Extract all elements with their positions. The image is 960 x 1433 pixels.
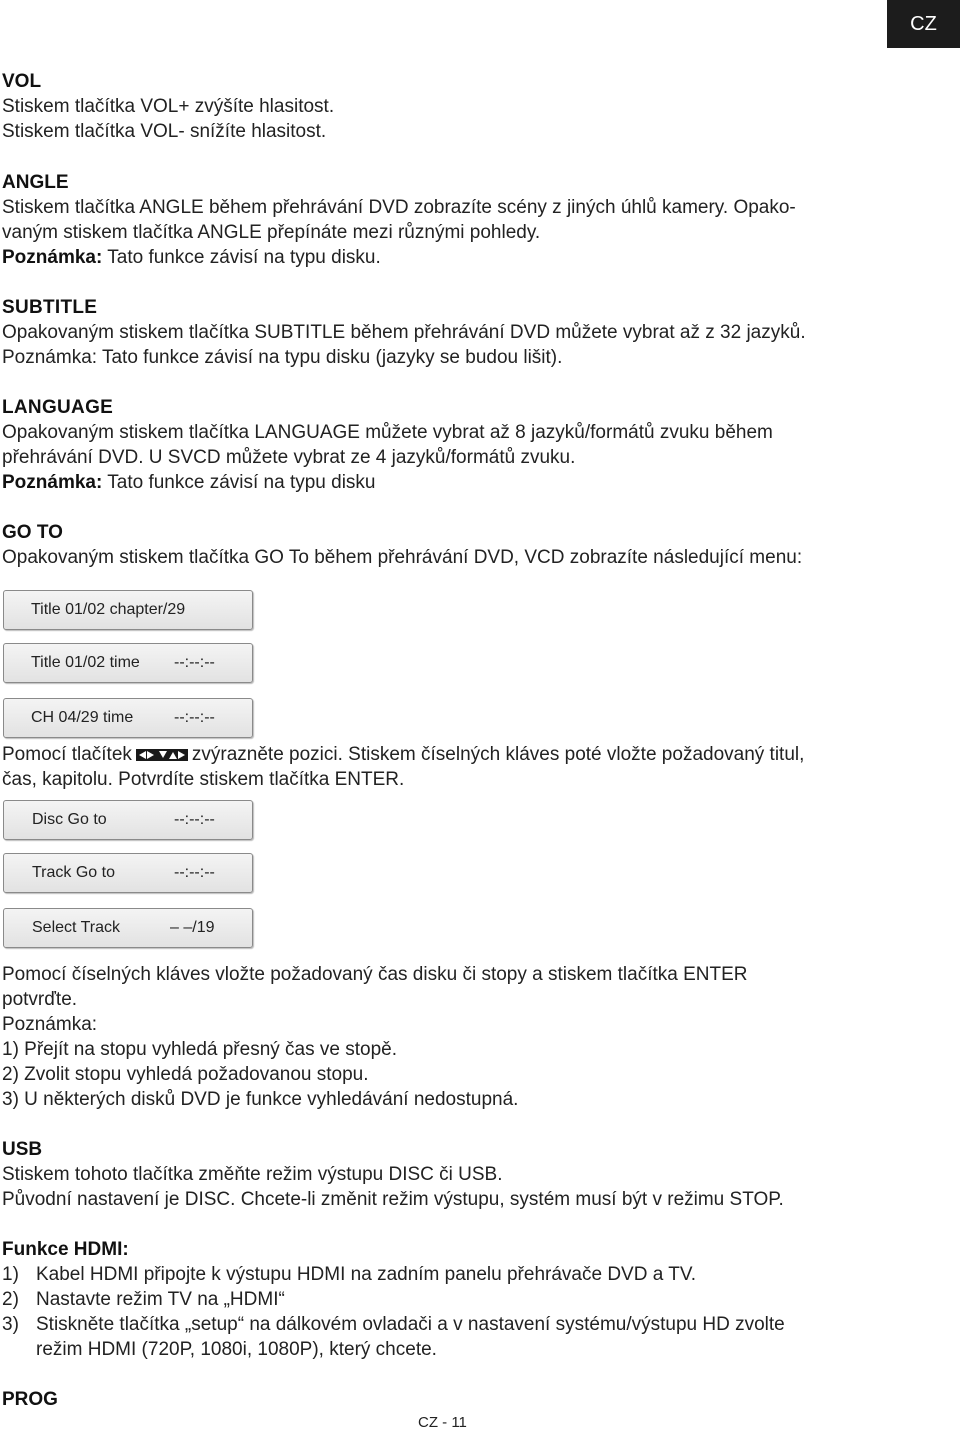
menu-box-title-time (3, 643, 253, 683)
menu-box-label: Track Go to (32, 864, 115, 881)
list-number: 1) (2, 1264, 19, 1285)
menu-box-label: Disc Go to (32, 811, 107, 828)
note-label: Poznámka: (2, 247, 103, 268)
menu-box-value: --:--:-- (174, 709, 215, 726)
paragraph-line: Poznámka: Tato funkce závisí na typu disku (jazyky se budou lišit). (2, 347, 563, 368)
paragraph-line: Stiskem tohoto tlačítka změňte režim výstupu DISC či USB. (2, 1164, 503, 1185)
list-text: režim HDMI (720P, 1080i, 1080P), který chcete. (36, 1339, 437, 1360)
section-heading-language: LANGUAGE (2, 397, 114, 418)
note-label: Poznámka: (2, 1014, 98, 1035)
list-item-continuation (2, 1338, 437, 1362)
note-line (2, 246, 381, 270)
navigation-arrows-icon (136, 745, 188, 769)
section-heading-goto: GO TO (2, 522, 63, 543)
paragraph-line: přehrávání DVD. U SVCD můžete vybrat ze 4 jazyků/formátů zvuku. (2, 447, 576, 468)
section-heading-angle: ANGLE (2, 172, 69, 193)
paragraph-line: Opakovaným stiskem tlačítka LANGUAGE můžete vybrat až 8 jazyků/formátů zvuku během (2, 422, 773, 443)
note-text: Tato funkce závisí na typu disku (102, 472, 376, 493)
menu-box-text: Title 01/02 chapter/29 (31, 601, 186, 618)
list-item (2, 1313, 785, 1337)
menu-box-label: Title 01/02 time (31, 654, 140, 671)
paragraph-line: Stiskem tlačítka VOL- snížíte hlasitost. (2, 121, 327, 142)
list-number: 3) (2, 1314, 19, 1335)
menu-box-label: CH 04/29 time (31, 709, 134, 726)
paragraph-line: potvrďte. (2, 989, 78, 1010)
paragraph-line: čas, kapitolu. Potvrdíte stiskem tlačítka ENTER. (2, 769, 405, 790)
section-heading-prog: PROG (2, 1389, 58, 1410)
list-item (2, 1263, 696, 1287)
paragraph-line: Pomocí číselných kláves vložte požadovaný čas disku či stopy a stiskem tlačítka ENTER (2, 964, 748, 985)
note-label: Poznámka: (2, 472, 103, 493)
menu-box-value: – –/19 (170, 919, 215, 936)
paragraph-text: Pomocí tlačítek (2, 744, 132, 765)
note-item: 3) U některých disků DVD je funkce vyhledávání nedostupná. (2, 1089, 519, 1110)
page-number: CZ - 11 (418, 1414, 467, 1431)
menu-box-value: --:--:-- (174, 864, 215, 881)
section-heading-vol: VOL (2, 71, 42, 92)
paragraph-line: Původní nastavení je DISC. Chcete-li změnit režim výstupu, systém musí být v režimu STOP. (2, 1189, 784, 1210)
paragraph-line: vaným stiskem tlačítka ANGLE přepínáte mezi různými pohledy. (2, 222, 541, 243)
paragraph-line: Opakovaným stiskem tlačítka SUBTITLE během přehrávání DVD můžete vybrat až z 32 jazyků. (2, 322, 806, 343)
section-heading-hdmi: Funkce HDMI: (2, 1239, 129, 1260)
paragraph-line: Stiskem tlačítka ANGLE během přehrávání DVD zobrazíte scény z jiných úhlů kamery. Opako- (2, 197, 796, 218)
paragraph-line: Opakovaným stiskem tlačítka GO To během přehrávání DVD, VCD zobrazíte následující menu: (2, 547, 803, 568)
section-heading-subtitle: SUBTITLE (2, 297, 98, 318)
language-tab: CZ (887, 0, 960, 48)
note-text: Tato funkce závisí na typu disku. (102, 247, 381, 268)
menu-box-chapter-time (3, 698, 253, 738)
note-line (2, 471, 376, 495)
menu-box-track-goto (3, 853, 253, 893)
menu-box-label: Select Track (32, 919, 121, 936)
paragraph-text: zvýrazněte pozici. Stiskem číselných kláves poté vložte požadovaný titul, (191, 744, 805, 765)
menu-box-value: --:--:-- (174, 654, 215, 671)
section-heading-usb: USB (2, 1139, 43, 1160)
menu-box-disc-goto (3, 800, 253, 840)
list-number: 2) (2, 1289, 19, 1310)
list-text: Stiskněte tlačítka „setup“ na dálkovém ovladači a v nastavení systému/výstupu HD zvolte (36, 1314, 785, 1335)
note-item: 2) Zvolit stopu vyhledá požadovanou stopu. (2, 1064, 369, 1085)
menu-box-title-chapter (3, 590, 253, 630)
paragraph-line: Stiskem tlačítka VOL+ zvýšíte hlasitost. (2, 96, 335, 117)
menu-box-value: --:--:-- (174, 811, 215, 828)
list-item (2, 1288, 285, 1312)
menu-box-select-track (3, 908, 253, 948)
note-item: 1) Přejít na stopu vyhledá přesný čas ve stopě. (2, 1039, 397, 1060)
paragraph-line (2, 743, 804, 769)
list-text: Nastavte režim TV na „HDMI“ (36, 1289, 285, 1310)
list-text: Kabel HDMI připojte k výstupu HDMI na zadním panelu přehrávače DVD a TV. (36, 1264, 697, 1285)
